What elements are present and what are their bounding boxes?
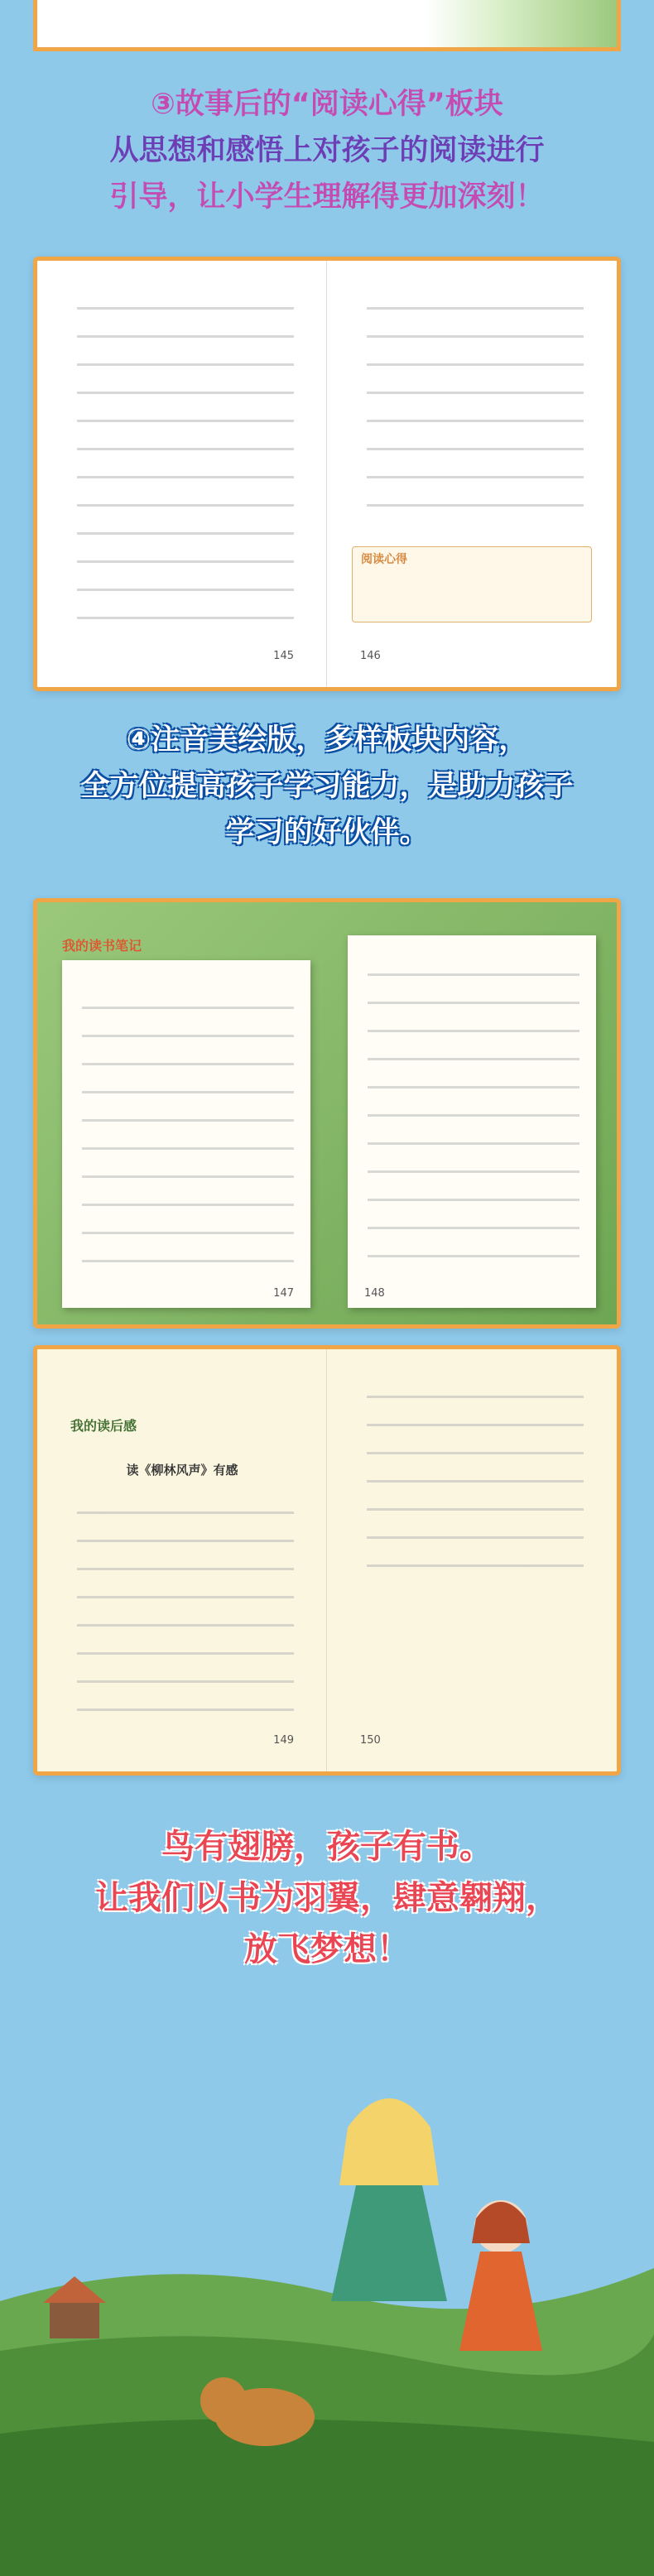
caption-closing-slogan xyxy=(0,1821,654,1975)
page-body-text xyxy=(367,1382,584,1581)
book-page-right xyxy=(326,1349,617,1771)
notes-body-text xyxy=(368,960,579,1275)
caption-line-2: 让我们以书为羽翼，肆意翱翔， xyxy=(95,1879,559,1917)
page-number: 146 xyxy=(360,650,381,662)
reading-insight-box xyxy=(352,546,592,622)
page-number: 147 xyxy=(273,1287,294,1300)
book-page-left xyxy=(37,1349,327,1771)
book-spread-reading-insight xyxy=(33,257,621,691)
reading-notes-heading: 我的读书笔记 xyxy=(62,938,142,954)
caption-line-1: ③故事后的“阅读心得”板块 xyxy=(151,88,503,121)
book-spread-reading-notes xyxy=(33,898,621,1329)
meadow-scene xyxy=(0,2053,654,2576)
page-number: 149 xyxy=(273,1734,294,1747)
caption-line-2: 从思想和感悟上对孩子的阅读进行 xyxy=(109,134,545,167)
closing-illustration xyxy=(0,2053,654,2576)
caption-line-1: 鸟有翅膀，孩子有书。 xyxy=(161,1828,493,1866)
girl-blonde-figure xyxy=(331,2098,447,2301)
caption-reading-insight xyxy=(0,81,654,220)
book-spread-reflection xyxy=(33,1345,621,1776)
reflection-heading: 我的读后感 xyxy=(70,1418,137,1434)
notes-body-text xyxy=(82,993,294,1275)
caption-line-3: 引导，让小学生理解得更加深刻！ xyxy=(109,180,545,214)
cropped-illustration xyxy=(426,0,617,47)
reflection-title: 读《柳林风声》有感 xyxy=(126,1463,238,1478)
book-page-left xyxy=(37,261,327,687)
caption-line-1: ④注音美绘版，多样板块内容， xyxy=(126,723,528,757)
notes-paper-right xyxy=(348,935,596,1308)
girl-redhead-figure xyxy=(459,2200,542,2351)
top-illustration-strip xyxy=(33,0,621,51)
caption-line-3: 学习的好伙伴。 xyxy=(225,816,429,849)
notes-paper-left xyxy=(62,960,310,1308)
page-number: 145 xyxy=(273,650,294,662)
reading-insight-title: 阅读心得 xyxy=(361,553,407,566)
page-body-text xyxy=(77,294,294,629)
page-body-text xyxy=(77,1498,294,1713)
page-body-text xyxy=(367,294,584,521)
caption-line-3: 放飞梦想！ xyxy=(244,1930,410,1968)
page-number: 148 xyxy=(364,1287,385,1300)
page-number: 150 xyxy=(360,1734,381,1747)
book-page-right xyxy=(326,261,617,687)
caption-line-2: 全方位提高孩子学习能力，是助力孩子 xyxy=(80,770,574,803)
caption-phonetic-edition xyxy=(0,717,654,856)
